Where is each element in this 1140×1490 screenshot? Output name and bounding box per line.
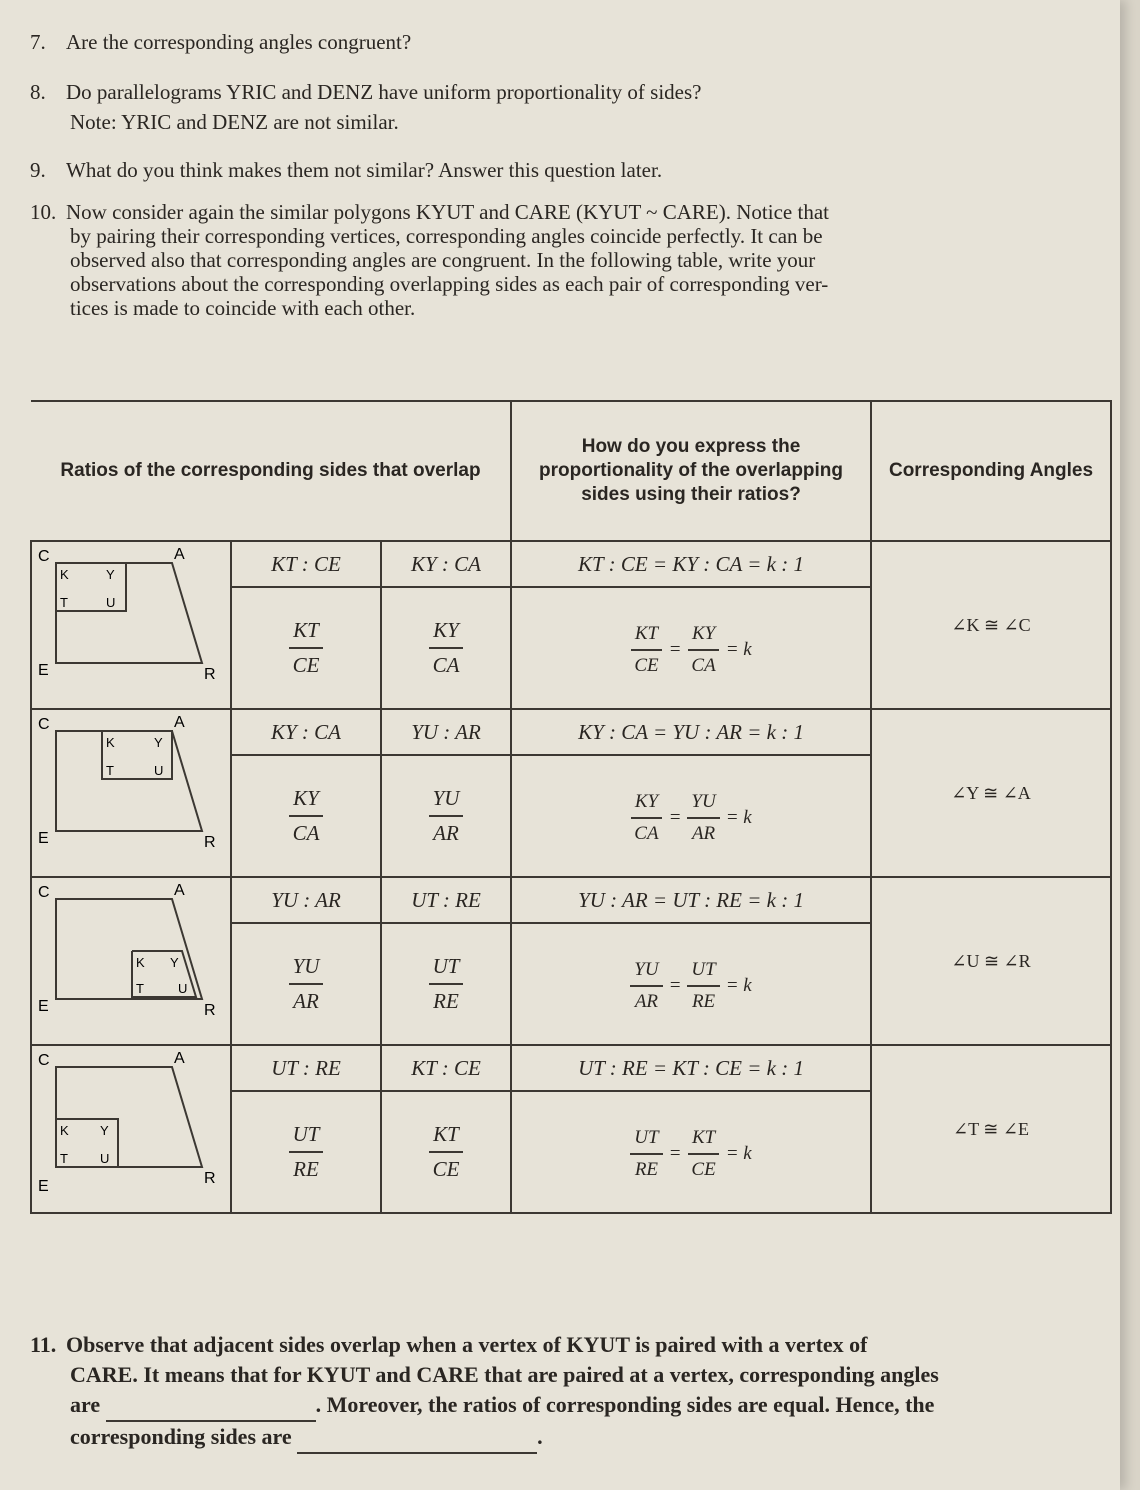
label-t: T xyxy=(106,762,114,778)
overlap-diagram xyxy=(32,879,228,1039)
ratio-equation: KT : CE = KY : CA = k : 1 xyxy=(511,541,871,587)
question-line xyxy=(30,1390,1100,1422)
question-number: 8. xyxy=(30,80,46,104)
ratio-equation: UT : RE = KT : CE = k : 1 xyxy=(511,1045,871,1091)
fraction-a xyxy=(231,923,381,1045)
fraction-a xyxy=(231,1091,381,1213)
label-e: E xyxy=(38,997,49,1015)
numerator: YU xyxy=(630,959,662,987)
angle-cell xyxy=(871,877,1111,1045)
diagram-u-on-r xyxy=(31,877,231,1045)
question-line: observations about the corresponding overlapping sides as each pair of corresponding ver- xyxy=(70,272,829,296)
text-are: are xyxy=(70,1392,101,1417)
question-7 xyxy=(30,30,1100,54)
denominator: CA xyxy=(691,654,716,676)
fraction-a xyxy=(231,587,381,709)
question-10 xyxy=(30,200,1100,320)
denominator: AR xyxy=(433,821,459,845)
numerator: YU xyxy=(687,791,719,819)
denominator: RE xyxy=(691,990,716,1012)
label-y: Y xyxy=(106,566,115,582)
fraction-equation: $\frac{UT}{RE}$ = $\frac{KT}{CE}$ = k xyxy=(511,1091,871,1213)
label-a: A xyxy=(174,881,185,899)
label-c: C xyxy=(38,715,50,733)
denominator: CE xyxy=(634,654,659,676)
numerator: KT xyxy=(688,1127,719,1155)
label-r: R xyxy=(204,833,216,851)
label-c: C xyxy=(38,547,50,565)
numerator: KT xyxy=(429,1122,463,1153)
fraction-equation: $\frac{YU}{AR}$ = $\frac{UT}{RE}$ = k xyxy=(511,923,871,1045)
denominator: CA xyxy=(432,653,460,677)
angle-cell xyxy=(871,709,1111,877)
label-k: K xyxy=(60,1122,69,1138)
denominator: CE xyxy=(691,1158,716,1180)
label-u: U xyxy=(178,980,188,996)
denominator: CE xyxy=(432,1157,460,1181)
ratio-a: KT : CE xyxy=(231,541,381,587)
label-r: R xyxy=(204,1169,216,1187)
label-e: E xyxy=(38,829,49,847)
fraction-b xyxy=(381,923,511,1045)
question-line xyxy=(30,1422,1100,1454)
label-u: U xyxy=(154,762,164,778)
similarity-table xyxy=(30,400,1112,1214)
equals-k: = k xyxy=(725,638,752,660)
label-u: U xyxy=(100,1150,110,1166)
question-line: CARE. It means that for KYUT and CARE that are paired at a vertex, corresponding angles xyxy=(70,1362,939,1387)
numerator: UT xyxy=(429,954,464,985)
question-text: What do you think makes them not similar? Answer this question later. xyxy=(66,158,663,182)
label-c: C xyxy=(38,1051,50,1069)
label-k: K xyxy=(60,566,69,582)
label-t: T xyxy=(136,980,144,996)
label-k: K xyxy=(106,734,115,750)
text-moreover: . Moreover, the ratios of corresponding sides are equal. Hence, the xyxy=(315,1392,935,1417)
text-corresponding-sides: corresponding sides are xyxy=(70,1424,292,1449)
label-y: Y xyxy=(170,954,179,970)
denominator: AR xyxy=(293,989,319,1013)
question-text: Do parallelograms YRIC and DENZ have uniform proportionality of sides? xyxy=(66,80,702,104)
care-trapezoid xyxy=(56,731,202,831)
denominator: CA xyxy=(634,822,659,844)
denominator: RE xyxy=(634,1158,659,1180)
header-express: How do you express the proportionality of the overlapping sides using their ratios? xyxy=(511,401,871,541)
numerator: KY xyxy=(688,623,719,651)
label-y: Y xyxy=(154,734,163,750)
question-line: Now consider again the similar polygons KYUT and CARE (KYUT ~ CARE). Notice that xyxy=(66,200,829,224)
denominator: RE xyxy=(433,989,459,1013)
question-11 xyxy=(30,1330,1100,1454)
ratio-b: KT : CE xyxy=(381,1045,511,1091)
denominator: CE xyxy=(292,653,320,677)
label-t: T xyxy=(60,1150,68,1166)
label-e: E xyxy=(38,661,49,679)
header-angles: Corresponding Angles xyxy=(871,401,1111,541)
label-e: E xyxy=(38,1177,49,1195)
ratio-b: YU : AR xyxy=(381,709,511,755)
fraction-equation: $\frac{KT}{CE}$ = $\frac{KY}{CA}$ = k xyxy=(511,587,871,709)
angle-congruence: ∠U ≅ ∠R xyxy=(951,950,1031,971)
numerator: UT xyxy=(289,1122,324,1153)
numerator: KT xyxy=(631,623,662,651)
question-line: tices is made to coincide with each other. xyxy=(70,296,416,320)
question-text: Are the corresponding angles congruent? xyxy=(66,30,412,54)
diagram-t-on-e xyxy=(31,1045,231,1213)
numerator: UT xyxy=(687,959,719,987)
label-a: A xyxy=(174,713,185,731)
fraction-b xyxy=(381,1091,511,1213)
numerator: KY xyxy=(429,618,463,649)
question-number: 11. xyxy=(30,1332,57,1357)
diagram-y-on-a xyxy=(31,709,231,877)
diagram-k-on-c xyxy=(31,541,231,709)
numerator: UT xyxy=(630,1127,662,1155)
numerator: YU xyxy=(289,954,324,985)
ratio-equation: KY : CA = YU : AR = k : 1 xyxy=(511,709,871,755)
care-trapezoid xyxy=(56,563,202,663)
label-r: R xyxy=(204,665,216,683)
fraction-equation: $\frac{KY}{CA}$ = $\frac{YU}{AR}$ = k xyxy=(511,755,871,877)
angle-cell xyxy=(871,1045,1111,1213)
numerator: YU xyxy=(429,786,464,817)
ratio-a: KY : CA xyxy=(231,709,381,755)
answer-blank-angles[interactable] xyxy=(106,1390,316,1422)
label-u: U xyxy=(106,594,116,610)
label-c: C xyxy=(38,883,50,901)
care-trapezoid xyxy=(56,1067,202,1167)
equals-k: = k xyxy=(725,806,752,828)
question-8 xyxy=(30,80,1100,134)
header-ratios: Ratios of the corresponding sides that overlap xyxy=(31,401,511,541)
label-a: A xyxy=(174,1049,185,1067)
label-r: R xyxy=(204,1001,216,1019)
denominator: CA xyxy=(292,821,320,845)
label-t: T xyxy=(60,594,68,610)
fraction-a xyxy=(231,755,381,877)
question-number: 9. xyxy=(30,158,46,182)
answer-blank-sides[interactable] xyxy=(297,1422,537,1454)
question-note: Note: YRIC and DENZ are not similar. xyxy=(70,110,399,134)
fraction-b xyxy=(381,755,511,877)
denominator: RE xyxy=(293,1157,319,1181)
question-line: by pairing their corresponding vertices, corresponding angles coincide perfectly. It can be xyxy=(70,224,823,248)
question-number: 10. xyxy=(30,200,57,224)
label-k: K xyxy=(136,954,145,970)
overlap-diagram xyxy=(32,1047,228,1207)
equals-k: = k xyxy=(725,974,752,996)
numerator: KY xyxy=(631,791,662,819)
question-9 xyxy=(30,158,1100,182)
overlap-diagram xyxy=(32,711,228,871)
angle-congruence: ∠K ≅ ∠C xyxy=(951,614,1031,635)
numerator: KY xyxy=(289,786,323,817)
angle-cell xyxy=(871,541,1111,709)
question-line: observed also that corresponding angles are congruent. In the following table, write your xyxy=(70,248,816,272)
ratio-b: KY : CA xyxy=(381,541,511,587)
text-period: . xyxy=(537,1424,543,1449)
numerator: KT xyxy=(289,618,323,649)
overlap-diagram xyxy=(32,543,228,703)
denominator: AR xyxy=(634,990,659,1012)
ratio-a: YU : AR xyxy=(231,877,381,923)
label-a: A xyxy=(174,545,185,563)
question-line: Observe that adjacent sides overlap when a vertex of KYUT is paired with a vertex of xyxy=(66,1332,868,1357)
equals-k: = k xyxy=(725,1142,752,1164)
ratio-b: UT : RE xyxy=(381,877,511,923)
denominator: AR xyxy=(691,822,716,844)
angle-congruence: ∠Y ≅ ∠A xyxy=(951,782,1031,803)
angle-congruence: ∠T ≅ ∠E xyxy=(953,1118,1029,1139)
label-y: Y xyxy=(100,1122,109,1138)
ratio-a: UT : RE xyxy=(231,1045,381,1091)
ratio-equation: YU : AR = UT : RE = k : 1 xyxy=(511,877,871,923)
question-number: 7. xyxy=(30,30,46,54)
fraction-b xyxy=(381,587,511,709)
